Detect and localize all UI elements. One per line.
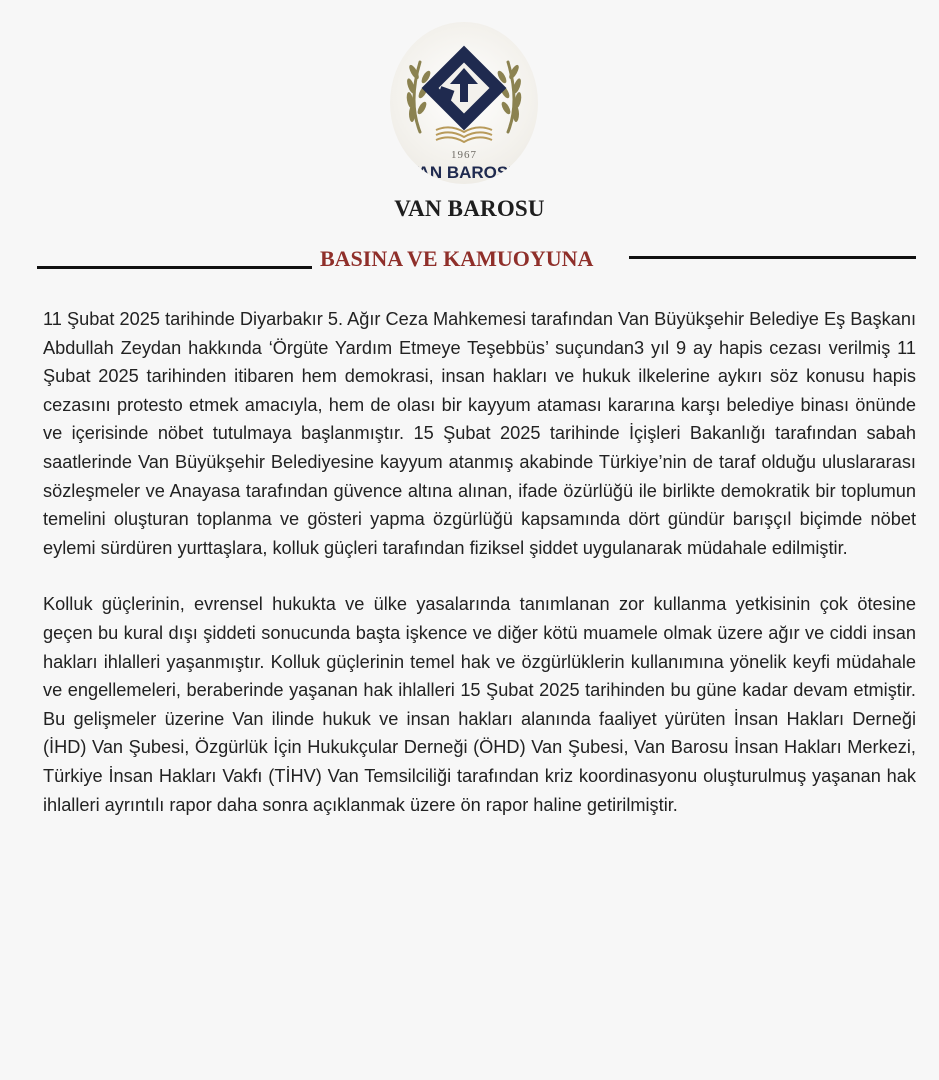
divider-right <box>629 256 916 259</box>
statement-body <box>43 305 916 819</box>
org-title: VAN BAROSU <box>394 196 545 221</box>
press-release-heading: BASINA VE KAMUOYUNA <box>320 246 594 271</box>
paragraph-2: Kolluk güçlerinin, evrensel hukukta ve ülke yasalarında tanımlanan zor kullanma yetkisinin çok ötesine geçen bu kural dışı şiddeti sonucunda başta işkence ve diğer kötü muamele olmak üzere ağır ve ciddi insan hakları ihlalleri yaşanmıştır. Kolluk güçlerinin temel hak ve özgürlüklerin kullanımına yönelik keyfi müdahale ve engellemeleri, beraberinde yaşanan hak ihlalleri 15 Şubat 2025 tarihinden bu güne kadar devam etmiştir. Bu gelişmeler üzerine Van ilinde hukuk ve insan hakları alanında faaliyet yürüten İnsan Hakları Derneği (İHD) Van Şubesi, Özgürlük İçin Hukukçular Derneği (ÖHD) Van Şubesi, Van Barosu İnsan Hakları Merkezi, Türkiye İnsan Hakları Vakfı (TİHV) Van Temsilciliği tarafından kriz koordinasyonu oluşturulmuş yaşanan hak ihlalleri ayrıntılı rapor daha sonra açıklanmak üzere ön rapor haline getirilmiştir. <box>43 594 916 815</box>
divider-left <box>37 266 312 269</box>
logo-badge <box>390 22 538 184</box>
logo <box>390 22 538 184</box>
logo-year: 1967 <box>451 149 477 161</box>
logo-name: VAN BAROSU <box>407 163 521 182</box>
paragraph-1: 11 Şubat 2025 tarihinde Diyarbakır 5. Ağır Ceza Mahkemesi tarafından Van Büyükşehir Belediye Eş Başkanı Abdullah Zeydan hakkında ‘Örgüte Yardım Etmeye Teşebbüs’ suçundan3 yıl 9 ay hapis cezası verilmiş 11 Şubat 2025 tarihinden itibaren hem demokrasi, insan hakları ve hukuk ilkelerine aykırı söz konusu hapis cezasını protesto etmek amacıyla, hem de olası bir kayyum ataması kararına karşı belediye binası önünde ve içerisinde nöbet tutulmaya başlanmıştır. 15 Şubat 2025 tarihinde İçişleri Bakanlığı tarafından sabah saatlerinde Van Büyükşehir Belediyesine kayyum atanmış akabinde Türkiye’nin de taraf olduğu uluslararası sözleşmeler ve Anayasa tarafından güvence altına alınan, ifade özürlüğü ile birlikte demokratik bir toplumun temelini oluşturan toplanma ve gösteri yapma özgürlüğü kapsamında dört gündür barışçıl biçimde nöbet eylemi sürdüren yurttaşlara, kolluk güçleri tarafından fiziksel şiddet uygulanarak müdahale edilmiştir. <box>43 309 916 558</box>
